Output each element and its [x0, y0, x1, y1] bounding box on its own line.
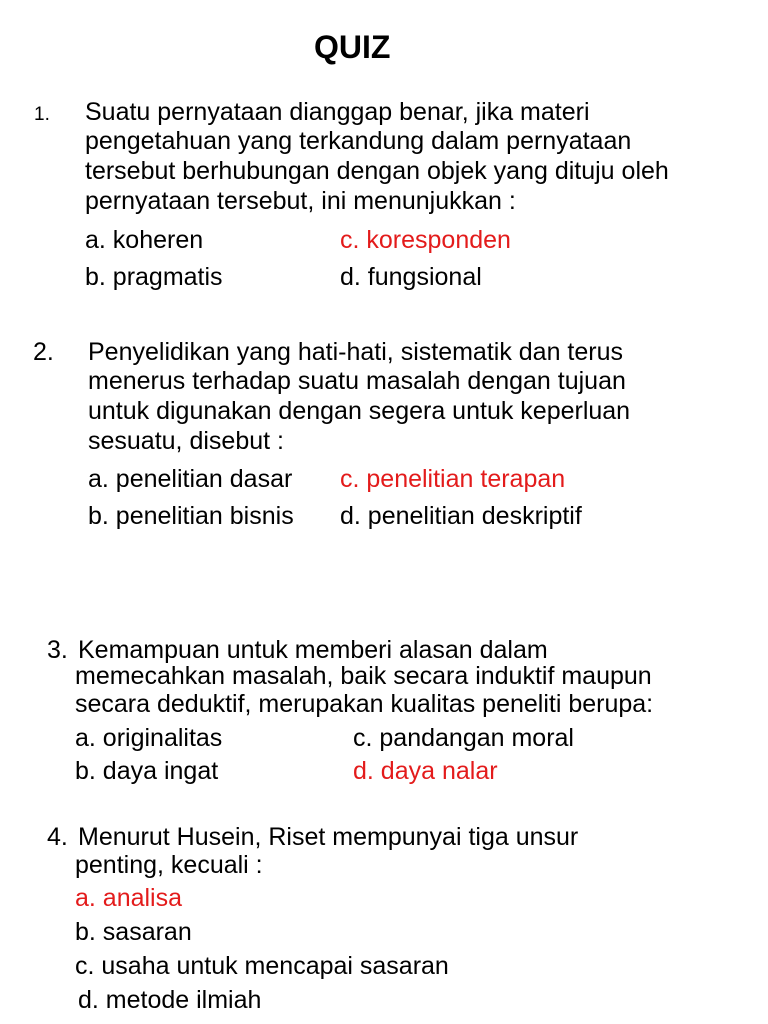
- question-number: 1.: [34, 104, 50, 125]
- question-text-line: sesuatu, disebut :: [88, 427, 284, 455]
- question-text-line: untuk digunakan dengan segera untuk keperluan: [88, 397, 631, 425]
- question-text-line: Suatu pernyataan dianggap benar, jika materi: [85, 98, 590, 126]
- question-text-line: menerus terhadap suatu masalah dengan tujuan: [88, 367, 626, 395]
- answer-option: b. sasaran: [75, 918, 192, 946]
- answer-option: c. usaha untuk mencapai sasaran: [75, 952, 449, 980]
- question-text-line: Menurut Husein, Riset mempunyai tiga unsur: [78, 823, 579, 851]
- page-title: QUIZ: [314, 29, 391, 65]
- question-number: 4.: [47, 823, 68, 851]
- question-number: 3.: [47, 636, 68, 664]
- answer-option-correct: c. penelitian terapan: [340, 465, 566, 493]
- question-text-line: pernyataan tersebut, ini menunjukkan :: [85, 187, 516, 215]
- answer-option: c. pandangan moral: [353, 724, 574, 752]
- question-text-line: penting, kecuali :: [75, 851, 263, 879]
- question-number: 2.: [33, 338, 54, 366]
- answer-option: a. penelitian dasar: [88, 465, 293, 493]
- answer-option: a. koheren: [85, 226, 204, 254]
- answer-option-correct: d. daya nalar: [353, 757, 498, 785]
- question-text-line: Kemampuan untuk memberi alasan dalam: [78, 636, 548, 664]
- answer-option: b. daya ingat: [75, 757, 219, 785]
- answer-option: b. penelitian bisnis: [88, 502, 294, 530]
- answer-option: d. metode ilmiah: [78, 986, 262, 1014]
- question-text-line: memecahkan masalah, baik secara induktif maupun: [75, 662, 652, 690]
- answer-option: b. pragmatis: [85, 263, 223, 291]
- question-text-line: tersebut berhubungan dengan objek yang dituju oleh: [85, 157, 669, 185]
- answer-option-correct: a. analisa: [75, 884, 183, 912]
- answer-option: d. penelitian deskriptif: [340, 502, 582, 530]
- question-text-line: secara deduktif, merupakan kualitas peneliti berupa:: [75, 690, 654, 718]
- question-text-line: Penyelidikan yang hati-hati, sistematik dan terus: [88, 338, 624, 366]
- answer-option-correct: c. koresponden: [340, 226, 511, 254]
- answer-option: a. originalitas: [75, 724, 223, 752]
- question-text-line: pengetahuan yang terkandung dalam pernyataan: [85, 127, 632, 155]
- answer-option: d. fungsional: [340, 263, 482, 291]
